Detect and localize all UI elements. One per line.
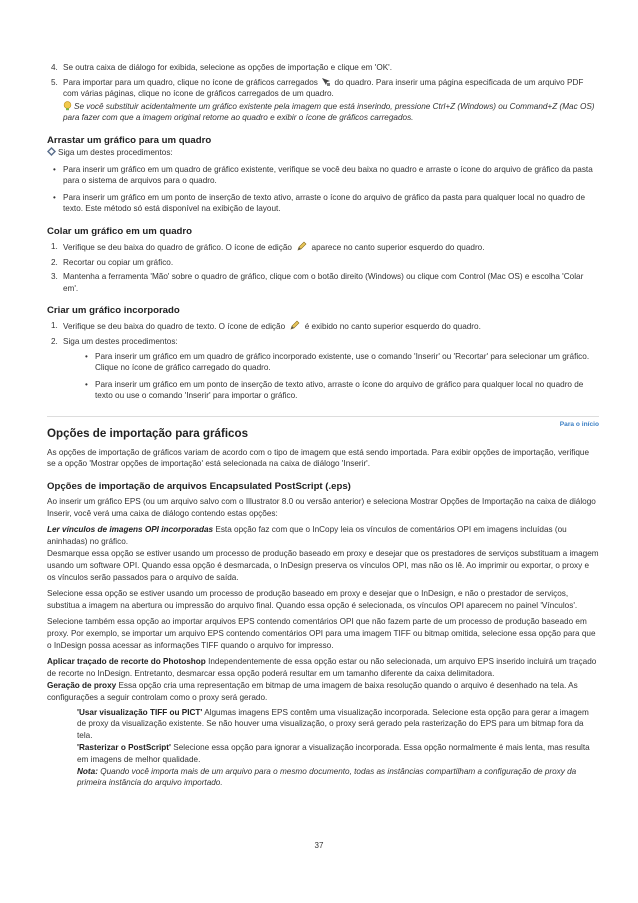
eps-intro: Ao inserir um gráfico EPS (ou um arquivo salvo com o Illustrator 8.0 ou versão anterior) e seleciona Mostrar Opções de Importação na caixa de diálogo Inserir, você verá uma caixa de diálogo contendo estas opções:	[47, 497, 596, 518]
section-drag	[47, 135, 599, 215]
option-text: Esta opção faz com que o InCopy leia os vínculos de comentários OPI em imagens incluídas (ou aninhadas) no gráfico.	[47, 525, 567, 546]
eps-opi-option	[47, 524, 599, 547]
edit-pencil-icon	[296, 241, 307, 252]
edit-pencil-icon	[289, 320, 300, 331]
section-heading-drag: Arrastar um gráfico para um quadro	[47, 134, 212, 146]
section-heading-create: Criar um gráfico incorporado	[47, 305, 180, 317]
tip-lightbulb-icon	[63, 101, 72, 111]
option-label: Geração de proxy	[47, 681, 117, 691]
list-item-text-b: aparece no canto superior esquerdo do quadro.	[311, 242, 485, 252]
list-number: 2.	[51, 257, 58, 267]
list-item-text-a: Verifique se deu baixa do quadro de texto. O ícone de edição	[63, 322, 286, 332]
list-item	[47, 336, 599, 402]
list-item	[47, 271, 599, 294]
list-item	[47, 257, 599, 269]
eps-proxy-option	[47, 680, 599, 703]
paste-steps-list	[47, 241, 599, 294]
page-number: 37	[314, 841, 324, 850]
note-label: Nota:	[77, 766, 98, 776]
proxy-setting	[77, 707, 599, 742]
list-item-text: Recortar ou copiar um gráfico.	[63, 257, 174, 267]
option-text: Essa opção cria uma representação em bitmap de uma imagem de baixa resolução quando o arquivo é desenhado na tela. As configurações a seguir controlam como o proxy será gerado.	[47, 681, 578, 702]
setting-label: 'Usar visualização TIFF ou PICT'	[77, 707, 203, 717]
list-item-text-a: Verifique se deu baixa do quadro de gráfico. O ícone de edição	[63, 242, 292, 252]
list-item	[47, 241, 599, 254]
loaded-graphics-icon	[321, 77, 331, 87]
drag-options-list	[47, 164, 599, 215]
option-text: Independentemente de essa opção estar ou não selecionada, um arquivo EPS inserido incluirá um traçado de recorte no InDesign. Entretanto, desmarcar essa opção poderá resultar em um tamanho diferente da caixa delimitadora.	[47, 657, 597, 678]
tip-note	[63, 101, 599, 124]
list-item-text: Se outra caixa de diálogo for exibida, selecione as opções de importação e clique em 'OK'.	[63, 63, 392, 72]
section-eps	[47, 481, 599, 789]
list-number: 4.	[51, 63, 58, 72]
back-to-top-link[interactable]: Para o início	[559, 420, 599, 428]
setting-label: 'Rasterizar o PostScript'	[77, 743, 171, 753]
document-page	[47, 62, 599, 789]
proxy-note	[77, 766, 599, 789]
list-item-text-a: Para importar para um quadro, clique no ícone de gráficos carregados	[63, 77, 318, 87]
steps-list-import	[47, 62, 599, 124]
list-number: 1.	[51, 321, 58, 331]
list-item-text-b: do quadro. Para inserir uma página especificada de um arquivo PDF com várias páginas, clique no ícone de gráficos carregados de um quadro.	[63, 77, 584, 99]
setting-text: Algumas imagens EPS contêm uma visualização incorporada. Selecione esta opção para gerar a imagem de proxy da visualização existente. Se não houver uma visualização, o proxy será gerado pela rasterização do EPS para um bitmap fora da tela.	[77, 707, 589, 740]
list-item-text-b: é exibido no canto superior esquerdo do quadro.	[304, 322, 481, 332]
note-text: Quando você importa mais de um arquivo para o mesmo documento, todas as instâncias compartilham a configuração de proxy da primeira instância do arquivo importado.	[77, 766, 577, 788]
list-item-text: Mantenha a ferramenta 'Mão' sobre o quadro de gráfico, clique com o botão direito (Windows) ou clique com Control (Mac OS) e escolha 'Colar em'.	[63, 272, 584, 293]
options-intro: As opções de importação de gráficos variam de acordo com o tipo de imagem que está sendo importada. Para exibir opções de importação, verifique se a opção 'Mostrar opções de importação' está selecionada na caixa de diálogo 'Inserir'.	[47, 447, 590, 469]
tip-text: Se você substituir acidentalmente um gráfico existente pela imagem que está inserindo, pressione Ctrl+Z (Windows) ou Command+Z (Mac OS) para fazer com que a imagem original retorne ao quadro e exibir o ícone de gráficos carregados.	[63, 101, 595, 123]
list-item: • Para inserir um gráfico em um quadro de gráfico existente, verifique se você deu baixa no quadro e arraste o ícone do arquivo de gráfico da pasta para o sistema de arquivos para o quadro.	[47, 164, 599, 187]
section-heading-paste: Colar um gráfico em um quadro	[47, 225, 192, 237]
option-label: Aplicar traçado de recorte do Photoshop	[47, 657, 206, 667]
list-item: • Para inserir um gráfico em um ponto de inserção de texto ativo, arraste o ícone do arquivo de gráfico para qualquer local no quadro de texto ou use o comando 'Inserir' para importar o gráfico.	[79, 379, 599, 402]
section-divider	[47, 416, 599, 428]
section-heading-options: Opções de importação para gráficos	[47, 426, 249, 440]
proxy-setting	[77, 742, 599, 765]
list-number: 3.	[51, 272, 58, 282]
proxy-settings-list	[77, 707, 599, 789]
procedure-intro	[47, 147, 599, 159]
eps-paragraph: Selecione essa opção se estiver usando um processo de produção baseado em proxy e desejar que o InDesign, e não o prestador de serviços, substitua a imagem na abertura ou impressão do arquivo final. Quando essa opção é selecionada, os vínculos OPI aparecem no painel 'Vínculos'.	[47, 589, 578, 610]
list-item: • Para inserir um gráfico em um quadro de gráfico incorporado existente, use o comando 'Inserir' ou 'Recortar' para selecionar um gráfico. Clique no ícone de gráfico carregado do quadro.	[79, 351, 599, 374]
option-label: Ler vínculos de imagens OPI incorporadas	[47, 525, 214, 535]
eps-paragraph: Selecione também essa opção ao importar arquivos EPS contendo comentários OPI que não fazem parte de um processo de produção baseado em proxy. Por exemplo, se importar um arquivo EPS contendo comentários OPI para uma imagem TIFF ou bitmap omitida, selecione essa opção para que o InDesign possa acessar as informações TIFF quando o arquivo for impresso.	[47, 617, 596, 650]
procedure-diamond-icon	[47, 147, 56, 156]
list-item	[47, 77, 599, 124]
eps-clip-option	[47, 656, 599, 679]
eps-paragraph: Desmarque essa opção se estiver usando um processo de produção baseado em proxy e desejar que os prestadores de serviços substituam a imagem usando um software OPI. Quando essa opção é desmarcada, o InDesign preserva os vínculos OPI, mas não os lê. Ao imprimir ou exportar, o proxy e os vínculos serão passados para o arquivo de saída.	[47, 549, 599, 582]
procedure-intro-text: Siga um destes procedimentos:	[58, 147, 173, 157]
list-item	[47, 62, 599, 74]
list-item: • Para inserir um gráfico em um ponto de inserção de texto ativo, arraste o ícone do arquivo de gráfico da pasta para qualquer local no quadro de texto. Este método só está disponível na exibição de layout.	[47, 192, 599, 215]
setting-text: Selecione essa opção para ignorar a visualização incorporada. Essa opção normalmente é mais lenta, mas resulta em imagens de melhor qualidade.	[77, 743, 590, 764]
list-item-text: Siga um destes procedimentos:	[63, 336, 178, 346]
list-number: 5.	[51, 77, 58, 87]
section-import-options	[47, 427, 599, 470]
create-steps-list	[47, 320, 599, 402]
create-suboptions-list	[79, 351, 599, 402]
section-heading-eps: Opções de importação de arquivos Encapsulated PostScript (.eps)	[47, 481, 351, 493]
section-create-embedded	[47, 305, 599, 402]
list-number: 1.	[51, 241, 58, 251]
list-item	[47, 320, 599, 333]
list-number: 2.	[51, 336, 58, 346]
section-paste	[47, 226, 599, 294]
